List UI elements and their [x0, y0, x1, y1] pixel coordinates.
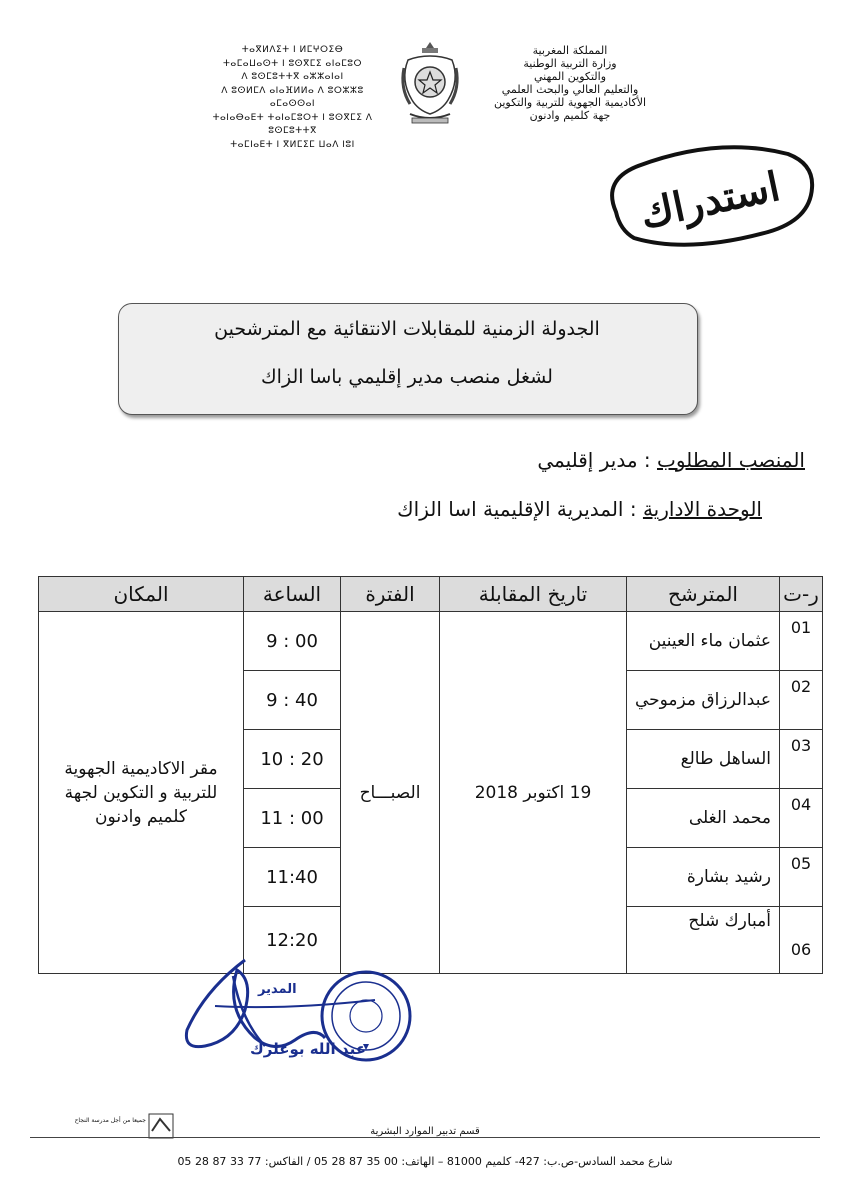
header-place: المكان: [39, 577, 244, 612]
position-sep: :: [637, 448, 657, 472]
signatory-name: عبد الله بوعلرك: [250, 1040, 366, 1058]
candidate-name: أمبارك شلح: [627, 907, 780, 974]
interview-time: 11 : 00: [244, 789, 341, 848]
header-line: ⵜⴰⵎⵏⴰⴹⵜ ⵏ ⴳⵍⵎⵉⵎ ⵡⴰⴷ ⵏⵓⵏ: [230, 139, 355, 150]
coat-of-arms-icon: [398, 38, 462, 128]
interview-period: الصبـــاح: [341, 612, 440, 974]
place-line: كلميم وادنون: [95, 806, 187, 827]
header-line: ⴷ ⵓⵙⵍⵎⴷ ⴰⵏⴰⴼⵍⵍⴰ ⴷ ⵓⵔⵣⵣⵓ ⴰⵎⴰⵙⵙⴰⵏ: [221, 85, 364, 109]
position-label: المنصب المطلوب: [657, 448, 805, 472]
row-num: 06: [780, 907, 823, 974]
place-line: للتربية و التكوين لجهة: [64, 782, 218, 803]
candidate-name: عبدالرزاق مزموحي: [627, 671, 780, 730]
header-period: الفترة: [341, 577, 440, 612]
unit-label: الوحدة الادارية: [642, 497, 762, 521]
header-candidate: المترشح: [627, 577, 780, 612]
header-date: تاريخ المقابلة: [440, 577, 627, 612]
header-line: الأكاديمية الجهوية للتربية والتكوين: [493, 96, 647, 109]
page-subtitle: لشغل منصب مدير إقليمي باسا الزاك: [261, 366, 553, 388]
interview-time: 12:20: [244, 907, 341, 974]
row-num: 03: [780, 730, 823, 789]
signatory-title: المدير: [258, 982, 297, 997]
unit-sep: :: [623, 497, 643, 521]
interview-time: 9 : 00: [244, 612, 341, 671]
interview-time: 9 : 40: [244, 671, 341, 730]
logo-text: جميعا من أجل مدرسة النجاح: [74, 1117, 146, 1124]
table-row: [39, 612, 823, 671]
candidate-name: الساهل طالع: [627, 730, 780, 789]
page-title: الجدولة الزمنية للمقابلات الانتقائية مع المترشحين: [214, 318, 600, 340]
candidate-name: رشيد بشارة: [627, 848, 780, 907]
unit-field: [397, 497, 762, 521]
footer-department: قسم تدبير الموارد البشرية: [370, 1126, 480, 1137]
header-line: ⵜⴰⵏⴰⴱⴰⴹⵜ ⵜⴰⵏⴰⵎⵓⵔⵜ ⵏ ⵓⵙⴳⵎⵉ ⴷ ⵓⵙⵎⵓⵜⵜⴳ: [212, 112, 373, 136]
header-line: ⵜⴰⵎⴰⵡⴰⵙⵜ ⵏ ⵓⵙⴳⵎⵉ ⴰⵏⴰⵎⵓⵔ: [222, 58, 362, 69]
interview-time: 11:40: [244, 848, 341, 907]
footer-address: شارع محمد السادس-ص.ب: 427- كلميم 81000 – الهاتف: 00 35 87 28 05 / الفاكس: 77 33 87 28 05: [177, 1155, 673, 1168]
row-num: 04: [780, 789, 823, 848]
header-line: ⴷ ⵓⵙⵎⵓⵜⵜⴳ ⴰⵣⵣⴰⵏⴰⵏ: [241, 72, 344, 82]
header-tifinagh: [200, 44, 385, 152]
header-line: المملكة المغربية: [532, 44, 608, 57]
candidate-name: عثمان ماء العينين: [627, 612, 780, 671]
row-num: 01: [780, 612, 823, 671]
row-num: 05: [780, 848, 823, 907]
header-time: الساعة: [244, 577, 341, 612]
candidate-name: محمد الغلى: [627, 789, 780, 848]
interview-date: 19 اكتوبر 2018: [440, 612, 627, 974]
position-value: مدير إقليمي: [537, 448, 638, 472]
interview-time: 10 : 20: [244, 730, 341, 789]
schedule-table: [38, 576, 823, 974]
header-line: والتكوين المهني: [533, 70, 607, 83]
header-line: جهة كلميم وادنون: [529, 109, 611, 122]
unit-value: المديرية الإقليمية اسا الزاك: [397, 497, 624, 521]
position-field: [537, 448, 805, 472]
interview-place: [39, 612, 244, 974]
header-num: ر-ت: [780, 577, 823, 612]
place-line: مقر الاكاديمية الجهوية: [64, 758, 218, 779]
header-line: ⵜⴰⴳⵍⴷⵉⵜ ⵏ ⵍⵎⵖⵔⵉⴱ: [241, 45, 344, 55]
header-arabic: [475, 44, 665, 122]
stamp-label: استدراك: [636, 162, 784, 238]
header-line: والتعليم العالي والبحث العلمي: [501, 83, 639, 96]
table-header-row: [39, 577, 823, 612]
row-num: 02: [780, 671, 823, 730]
footer-divider: [30, 1137, 820, 1138]
header-line: وزارة التربية الوطنية: [523, 57, 617, 70]
